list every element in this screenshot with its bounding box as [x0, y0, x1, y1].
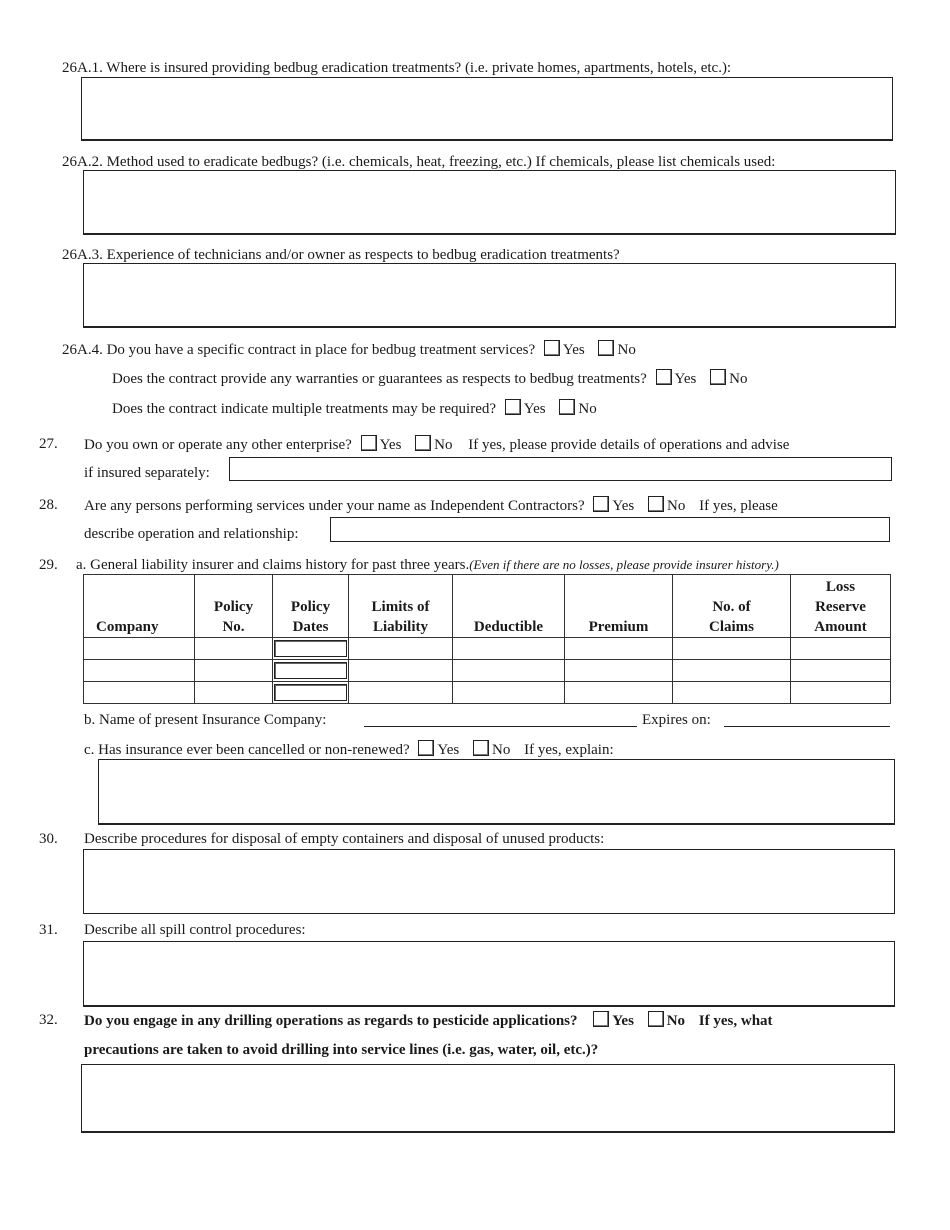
- cell-input[interactable]: [673, 682, 791, 704]
- q29a-row: [76, 556, 779, 574]
- no-label: No: [492, 742, 511, 758]
- policy-dates-field[interactable]: [274, 640, 347, 657]
- q29c-no-checkbox[interactable]: [473, 740, 489, 756]
- no-label: No: [578, 401, 597, 417]
- q29c-row: [84, 740, 614, 759]
- q26a4-sub1-no-checkbox[interactable]: [710, 369, 726, 385]
- table-row: [84, 638, 891, 660]
- q27-line2: if insured separately:: [84, 465, 210, 481]
- cell-input[interactable]: [453, 660, 565, 682]
- cell-input[interactable]: [195, 638, 273, 660]
- q31-number: 31.: [39, 922, 58, 938]
- col-claims: No. of Claims: [673, 575, 791, 638]
- q26a3-label: 26A.3. Experience of technicians and/or owner as respects to bedbug eradication treatments?: [62, 247, 620, 263]
- q26a2-textarea[interactable]: [83, 170, 896, 235]
- no-label: No: [666, 1013, 686, 1029]
- q28-line2: describe operation and relationship:: [84, 526, 299, 542]
- policy-dates-field[interactable]: [274, 662, 347, 679]
- col-premium: Premium: [565, 575, 673, 638]
- q29-number: 29.: [39, 557, 58, 573]
- cell-input[interactable]: [565, 682, 673, 704]
- cell-input[interactable]: [673, 660, 791, 682]
- cell-input[interactable]: [273, 660, 349, 682]
- q29a-label: a. General liability insurer and claims history for past three years.: [76, 557, 470, 573]
- q32-label: Do you engage in any drilling operations as regards to pesticide applications?: [84, 1013, 578, 1029]
- cell-input[interactable]: [791, 682, 891, 704]
- q28-followup: If yes, please: [699, 498, 778, 514]
- q29c-yes-checkbox[interactable]: [418, 740, 434, 756]
- q26a4-label: 26A.4. Do you have a specific contract in place for bedbug treatment services?: [62, 342, 536, 358]
- q32-yes-checkbox[interactable]: [593, 1011, 609, 1027]
- cell-input[interactable]: [349, 638, 453, 660]
- q29b-label: b. Name of present Insurance Company:: [84, 712, 327, 728]
- q28-no-checkbox[interactable]: [648, 496, 664, 512]
- cell-input[interactable]: [453, 638, 565, 660]
- q26a4-no-checkbox[interactable]: [598, 340, 614, 356]
- cell-input[interactable]: [349, 682, 453, 704]
- q26a1-textarea[interactable]: [81, 77, 893, 141]
- cell-input[interactable]: [673, 638, 791, 660]
- q29c-explain-textarea[interactable]: [98, 759, 895, 825]
- col-policy-no: Policy No.: [195, 575, 273, 638]
- yes-label: Yes: [674, 371, 697, 387]
- no-label: No: [667, 498, 686, 514]
- q27-number: 27.: [39, 436, 58, 452]
- q32-number: 32.: [39, 1012, 58, 1028]
- cell-input[interactable]: [195, 682, 273, 704]
- q26a4-yes-checkbox[interactable]: [544, 340, 560, 356]
- yes-label: Yes: [523, 401, 546, 417]
- col-deductible: Deductible: [453, 575, 565, 638]
- q26a2-label: 26A.2. Method used to eradicate bedbugs? (i.e. chemicals, heat, freezing, etc.) If chemicals, please list chemicals used:: [62, 154, 776, 170]
- table-row: [84, 682, 891, 704]
- q28-number: 28.: [39, 497, 58, 513]
- q27-followup: If yes, please provide details of operations and advise: [468, 437, 790, 453]
- no-label: No: [729, 371, 748, 387]
- q32-followup: If yes, what: [698, 1013, 773, 1029]
- q26a4-sub2-yes-checkbox[interactable]: [505, 399, 521, 415]
- q26a1-label: 26A.1. Where is insured providing bedbug eradication treatments? (i.e. private homes, apartments, hotels, etc.):: [62, 60, 732, 76]
- q26a4-sub1-label: Does the contract provide any warranties or guarantees as respects to bedbug treatments?: [112, 371, 647, 387]
- q26a4-sub1-row: [112, 369, 747, 388]
- q26a3-textarea[interactable]: [83, 263, 896, 328]
- table-header-row: [84, 575, 891, 638]
- cell-input[interactable]: [84, 638, 195, 660]
- q29a-note: (Even if there are no losses, please provide insurer history.): [469, 557, 779, 572]
- policy-dates-field[interactable]: [274, 684, 347, 701]
- expires-on-input[interactable]: [724, 726, 890, 727]
- cell-input[interactable]: [195, 660, 273, 682]
- col-company: Company: [84, 575, 195, 638]
- q27-details-input[interactable]: [229, 457, 892, 481]
- col-policy-dates: Policy Dates: [273, 575, 349, 638]
- cell-input[interactable]: [273, 682, 349, 704]
- cell-input[interactable]: [565, 638, 673, 660]
- q28-label: Are any persons performing services under your name as Independent Contractors?: [84, 498, 585, 514]
- q31-textarea[interactable]: [83, 941, 895, 1007]
- yes-label: Yes: [612, 498, 635, 514]
- q32-no-checkbox[interactable]: [648, 1011, 664, 1027]
- no-label: No: [617, 342, 636, 358]
- q27-label: Do you own or operate any other enterprise?: [84, 437, 352, 453]
- q28-details-input[interactable]: [330, 517, 890, 542]
- q27-no-checkbox[interactable]: [415, 435, 431, 451]
- yes-label: Yes: [437, 742, 460, 758]
- q26a4-sub1-yes-checkbox[interactable]: [656, 369, 672, 385]
- yes-label: Yes: [612, 1013, 634, 1029]
- cell-input[interactable]: [273, 638, 349, 660]
- q26a4-sub2-row: [112, 399, 597, 418]
- yes-label: Yes: [379, 437, 402, 453]
- q26a4-sub2-no-checkbox[interactable]: [559, 399, 575, 415]
- cell-input[interactable]: [349, 660, 453, 682]
- cell-input[interactable]: [791, 660, 891, 682]
- q30-number: 30.: [39, 831, 58, 847]
- q30-textarea[interactable]: [83, 849, 895, 914]
- table-row: [84, 660, 891, 682]
- q29b-expires-label: Expires on:: [642, 712, 711, 728]
- q27-yes-checkbox[interactable]: [361, 435, 377, 451]
- claims-history-table: [83, 574, 891, 704]
- q32-line2: precautions are taken to avoid drilling into service lines (i.e. gas, water, oil, etc.)?: [84, 1042, 599, 1058]
- q29c-followup: If yes, explain:: [524, 742, 614, 758]
- yes-label: Yes: [562, 342, 585, 358]
- cell-input[interactable]: [84, 660, 195, 682]
- q26a4-sub2-label: Does the contract indicate multiple treatments may be required?: [112, 401, 497, 417]
- insurance-company-input[interactable]: [364, 726, 637, 727]
- q29c-label: c. Has insurance ever been cancelled or non-renewed?: [84, 742, 410, 758]
- cell-input[interactable]: [565, 660, 673, 682]
- col-loss-reserve: Loss Reserve Amount: [791, 575, 891, 638]
- q32-textarea[interactable]: [81, 1064, 895, 1133]
- col-limits: Limits of Liability: [349, 575, 453, 638]
- q31-label: Describe all spill control procedures:: [84, 922, 306, 938]
- cell-input[interactable]: [453, 682, 565, 704]
- q32-row: [84, 1011, 773, 1030]
- q27-row: [84, 435, 789, 454]
- cell-input[interactable]: [84, 682, 195, 704]
- q30-label: Describe procedures for disposal of empty containers and disposal of unused products:: [84, 831, 605, 847]
- q26a4-row: [62, 340, 636, 359]
- q28-row: [84, 496, 778, 515]
- no-label: No: [434, 437, 453, 453]
- cell-input[interactable]: [791, 638, 891, 660]
- q28-yes-checkbox[interactable]: [593, 496, 609, 512]
